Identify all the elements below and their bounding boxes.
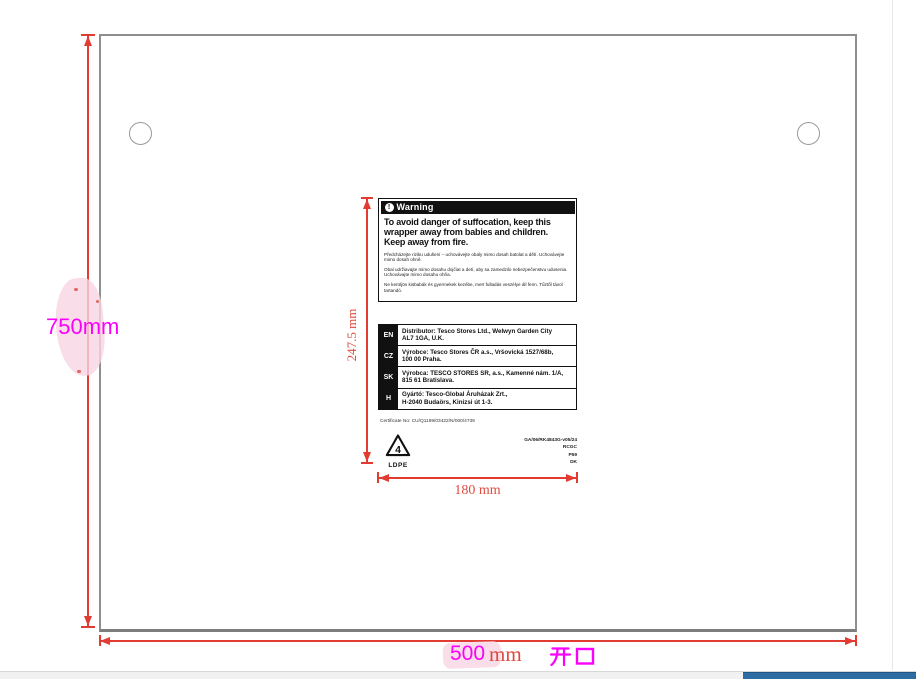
print-code-line: RCGC xyxy=(562,445,577,451)
warning-translation-hu: Ne kerüljön kisbabák és gyermekek kezébe, mert fulladás veszélye áll fenn. Tűztől távol tartandó. xyxy=(384,282,563,293)
distributor-line: 100 00 Praha. xyxy=(402,356,442,364)
annotation-mark xyxy=(96,300,99,303)
dim-tick xyxy=(361,462,373,464)
arrow-up-icon xyxy=(84,36,92,46)
distributor-cell xyxy=(398,389,576,409)
label-width-dimension-text: 180 mm xyxy=(454,483,501,498)
table-row xyxy=(379,325,576,346)
arrow-left-icon xyxy=(100,637,110,645)
cn-opening-text-icon xyxy=(550,644,596,671)
distributor-line: H-2040 Budaörs, Kinizsi út 1-3. xyxy=(402,398,493,406)
arrow-down-icon xyxy=(84,616,92,626)
distributor-line: AL7 1GA, U.K. xyxy=(402,335,444,343)
warning-header xyxy=(381,201,575,214)
svg-text:4: 4 xyxy=(395,444,401,456)
distributor-cell xyxy=(398,325,576,345)
distributor-line: Výrobce: Tesco Stores ČR a.s., Vršovická 1527/68b, xyxy=(402,348,554,356)
warning-box xyxy=(378,198,577,302)
print-code-line: DK xyxy=(570,460,577,466)
distributor-cell xyxy=(398,346,576,366)
hang-hole-left xyxy=(129,122,152,145)
lang-code: EN xyxy=(379,325,398,345)
bag-height-dimension-text: 750mm xyxy=(46,314,120,339)
dim-tick xyxy=(576,472,578,483)
warning-circle-icon: ! xyxy=(385,203,394,212)
annotation-mark xyxy=(77,370,81,373)
arrow-up-icon xyxy=(363,199,371,209)
print-code-line: P59 xyxy=(568,452,577,458)
distributor-line: Distributor: Tesco Stores Ltd., Welwyn Garden City xyxy=(402,327,553,335)
bag-width-unit-text: mm xyxy=(489,642,522,666)
warning-title: Warning xyxy=(396,202,434,212)
arrow-down-icon xyxy=(363,452,371,462)
hang-hole-right xyxy=(797,122,820,145)
dim-tick-right xyxy=(855,635,857,646)
ldpe-recycling-icon xyxy=(381,433,415,469)
annotation-mark xyxy=(74,288,78,291)
distributor-cell xyxy=(398,367,576,387)
distributor-line: Gyártó: Tesco-Global Áruházak Zrt., xyxy=(402,391,508,399)
table-row xyxy=(379,389,576,409)
warning-headline: To avoid danger of suffocation, keep this wrapper away from babies and children. Keep away from fire. xyxy=(384,217,551,247)
arrow-left-icon xyxy=(379,474,389,482)
table-row xyxy=(379,367,576,388)
lang-code: CZ xyxy=(379,346,398,366)
arrow-right-icon xyxy=(845,637,855,645)
bag-width-dimension-text: 500 xyxy=(450,642,486,665)
label-height-dimension-text: 247.5 mm xyxy=(344,308,359,362)
print-codes xyxy=(450,437,577,467)
table-row xyxy=(379,346,576,367)
dim-line-label-width xyxy=(378,477,577,479)
page-boundary-line xyxy=(892,0,893,670)
certificate-number: Certificate No: CU/Q1189/03422/N/000/4739 xyxy=(380,419,475,424)
distributor-line: Výrobca: TESCO STORES SR, a.s., Kamenné nám. 1/A, xyxy=(402,369,564,377)
print-code-line: GA/06/RK4843G-v05/24 xyxy=(524,438,577,443)
distributor-line: 815 61 Bratislava. xyxy=(402,377,454,385)
warning-translation-sk: Obal udržiavajte mimo dosahu dojčiat a detí, aby sa zamedzilo nebezpečenstvu udusenia. Uchovávajte mimo dosahu ohňa. xyxy=(384,266,568,278)
lang-code: H xyxy=(379,389,398,409)
lang-code: SK xyxy=(379,367,398,387)
dim-tick-bottom xyxy=(81,626,95,628)
arrow-right-icon xyxy=(566,474,576,482)
distributor-table xyxy=(378,324,577,410)
horizontal-scrollbar-thumb[interactable] xyxy=(743,672,916,679)
dim-line-label-height xyxy=(366,198,368,463)
ldpe-material-label: LDPE xyxy=(388,462,408,469)
warning-translation-cz: Předcházejte riziku udušení – uchovávejte obaly mimo dosah batolat a dětí. Uchovávejte mimo dosah ohně. xyxy=(384,251,565,262)
